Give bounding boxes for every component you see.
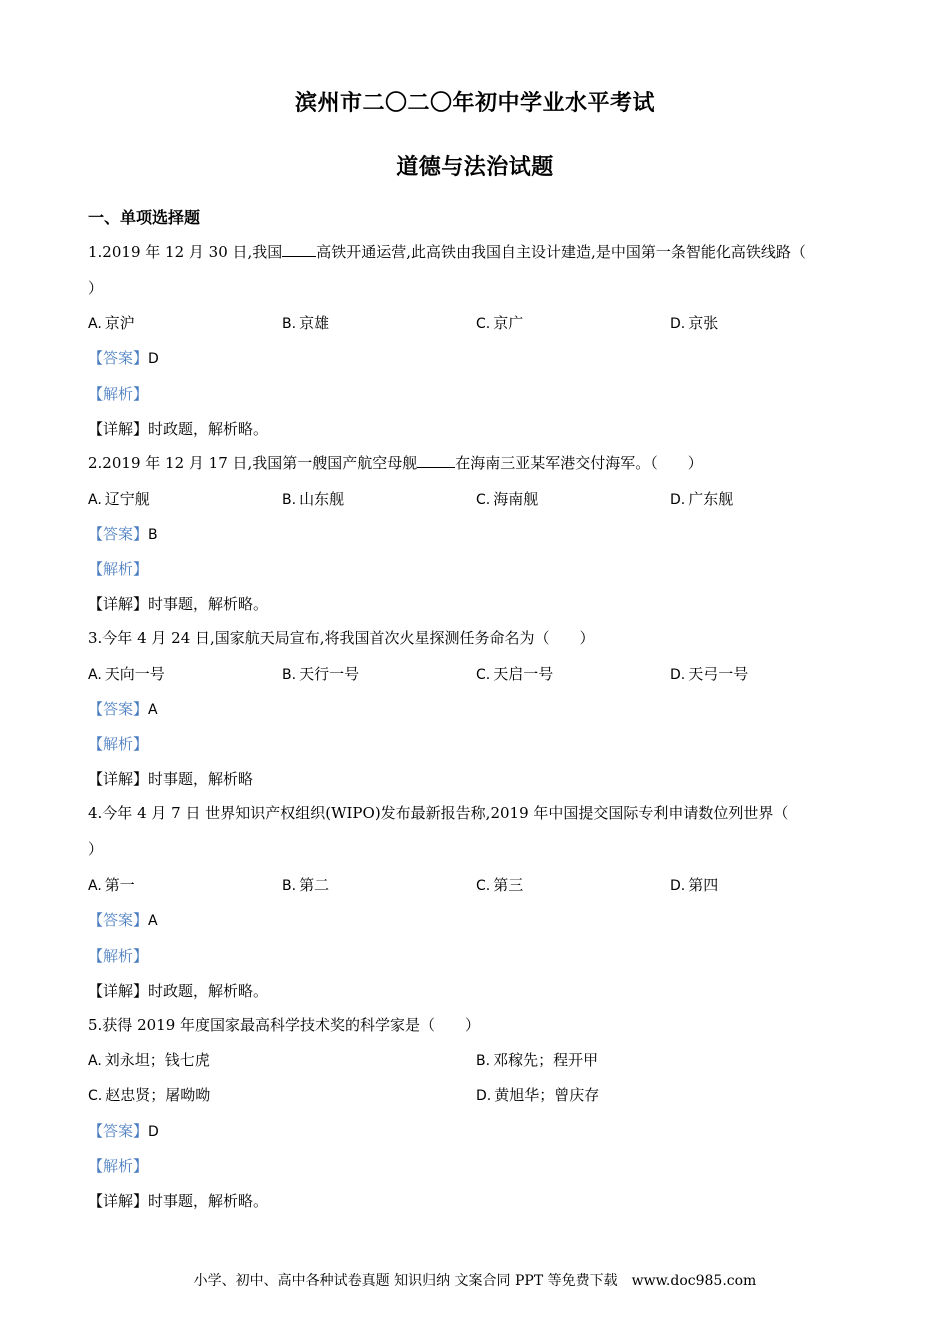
option-d bbox=[670, 312, 718, 333]
option-letter: D. bbox=[670, 878, 686, 894]
option-c bbox=[476, 488, 538, 509]
option-letter: B. bbox=[282, 878, 297, 894]
option-text: 天弓一号 bbox=[688, 665, 749, 683]
option-letter: D. bbox=[670, 492, 686, 508]
option-c bbox=[88, 1084, 210, 1105]
option-letter: B. bbox=[282, 316, 297, 332]
option-letter: D. bbox=[670, 667, 686, 683]
option-letter: A. bbox=[88, 492, 102, 508]
detail-line bbox=[88, 1190, 268, 1211]
question-1 bbox=[88, 241, 806, 262]
answer-blank bbox=[282, 242, 316, 257]
section-heading: 一、单项选择题 bbox=[88, 208, 201, 227]
option-text: 辽宁舰 bbox=[104, 490, 150, 508]
option-text: 广东舰 bbox=[688, 490, 734, 508]
answer-label: 【答案】 bbox=[88, 700, 149, 718]
detail-line bbox=[88, 418, 268, 439]
option-d bbox=[670, 488, 733, 509]
option-text: 天行一号 bbox=[299, 665, 360, 683]
answer-value: D bbox=[148, 1124, 159, 1140]
analysis-line bbox=[88, 383, 148, 404]
exam-title: 滨州市二〇二〇年初中学业水平考试 bbox=[294, 91, 655, 116]
option-letter: A. bbox=[88, 316, 102, 332]
answer-line bbox=[88, 698, 158, 719]
answer-line bbox=[88, 909, 158, 930]
option-text: 赵忠贤；屠呦呦 bbox=[105, 1086, 211, 1104]
answer-line bbox=[88, 523, 158, 544]
detail-text: 时事题，解析略。 bbox=[148, 595, 269, 613]
answer-label: 【答案】 bbox=[88, 911, 149, 929]
detail-line bbox=[88, 768, 253, 789]
option-letter: A. bbox=[88, 1053, 102, 1069]
detail-text: 时事题，解析略。 bbox=[148, 1192, 269, 1210]
analysis-label: 【解析】 bbox=[88, 1157, 149, 1175]
analysis-line bbox=[88, 558, 148, 579]
answer-value: B bbox=[148, 527, 158, 543]
option-text: 京广 bbox=[493, 314, 524, 332]
detail-label: 【详解】 bbox=[88, 595, 149, 613]
option-text: 京沪 bbox=[104, 314, 135, 332]
option-b bbox=[282, 312, 329, 333]
analysis-line bbox=[88, 1155, 148, 1176]
question-2-text-a: 2.2019 年 12 月 17 日,我国第一艘国产航空母舰 bbox=[88, 454, 418, 472]
answer-label: 【答案】 bbox=[88, 1122, 149, 1140]
option-d bbox=[670, 874, 718, 895]
option-d bbox=[476, 1084, 599, 1105]
option-letter: A. bbox=[88, 878, 102, 894]
option-a bbox=[88, 312, 135, 333]
analysis-label: 【解析】 bbox=[88, 560, 149, 578]
analysis-line bbox=[88, 733, 148, 754]
question-1-line2: ） bbox=[88, 279, 104, 297]
option-text: 第三 bbox=[493, 876, 524, 894]
option-letter: B. bbox=[282, 667, 297, 683]
detail-label: 【详解】 bbox=[88, 982, 149, 1000]
option-letter: D. bbox=[670, 316, 686, 332]
option-text: 海南舰 bbox=[493, 490, 539, 508]
option-letter: B. bbox=[282, 492, 297, 508]
answer-label: 【答案】 bbox=[88, 525, 149, 543]
option-a bbox=[88, 1049, 210, 1070]
question-3: 3.今年 4 月 24 日,国家航天局宣布,将我国首次火星探测任务命名为（ ） bbox=[88, 629, 595, 647]
option-text: 天启一号 bbox=[493, 665, 554, 683]
detail-line bbox=[88, 593, 268, 614]
question-4: 4.今年 4 月 7 日 世界知识产权组织(WIPO)发布最新报告称,2019 年中国提交国际专利申请数位列世界（ bbox=[88, 804, 789, 822]
option-a bbox=[88, 488, 150, 509]
detail-label: 【详解】 bbox=[88, 1192, 149, 1210]
question-5: 5.获得 2019 年度国家最高科学技术奖的科学家是（ ） bbox=[88, 1016, 481, 1034]
option-b bbox=[282, 488, 344, 509]
detail-text: 时事题，解析略 bbox=[148, 770, 254, 788]
option-b bbox=[282, 874, 329, 895]
option-d bbox=[670, 663, 748, 684]
option-a bbox=[88, 874, 135, 895]
answer-value: D bbox=[148, 351, 159, 367]
detail-label: 【详解】 bbox=[88, 420, 149, 438]
option-letter: C. bbox=[88, 1088, 103, 1104]
option-text: 刘永坦；钱七虎 bbox=[104, 1051, 210, 1069]
option-letter: C. bbox=[476, 316, 491, 332]
question-4-line2: ） bbox=[88, 840, 104, 858]
option-a bbox=[88, 663, 165, 684]
option-text: 黄旭华；曾庆存 bbox=[494, 1086, 600, 1104]
analysis-label: 【解析】 bbox=[88, 735, 149, 753]
option-b bbox=[476, 1049, 598, 1070]
answer-label: 【答案】 bbox=[88, 349, 149, 367]
option-c bbox=[476, 874, 523, 895]
answer-line bbox=[88, 1120, 159, 1141]
option-text: 第一 bbox=[104, 876, 135, 894]
analysis-label: 【解析】 bbox=[88, 947, 149, 965]
option-text: 第四 bbox=[688, 876, 719, 894]
answer-value: A bbox=[148, 702, 158, 718]
question-2 bbox=[88, 452, 703, 473]
option-text: 京雄 bbox=[299, 314, 330, 332]
answer-blank bbox=[417, 453, 455, 468]
answer-value: A bbox=[148, 913, 158, 929]
option-letter: A. bbox=[88, 667, 102, 683]
option-c bbox=[476, 312, 523, 333]
option-text: 山东舰 bbox=[299, 490, 345, 508]
question-1-text-a: 1.2019 年 12 月 30 日,我国 bbox=[88, 243, 283, 261]
option-b bbox=[282, 663, 359, 684]
option-letter: C. bbox=[476, 878, 491, 894]
option-letter: C. bbox=[476, 492, 491, 508]
option-text: 第二 bbox=[299, 876, 330, 894]
detail-text: 时政题，解析略。 bbox=[148, 982, 269, 1000]
answer-line bbox=[88, 347, 159, 368]
option-text: 天向一号 bbox=[104, 665, 165, 683]
option-c bbox=[476, 663, 553, 684]
detail-line bbox=[88, 980, 268, 1001]
page-footer: 小学、初中、高中各种试卷真题 知识归纳 文案合同 PPT 等免费下载 www.doc985.com bbox=[193, 1273, 757, 1289]
analysis-line bbox=[88, 945, 148, 966]
detail-label: 【详解】 bbox=[88, 770, 149, 788]
detail-text: 时政题，解析略。 bbox=[148, 420, 269, 438]
analysis-label: 【解析】 bbox=[88, 385, 149, 403]
option-text: 邓稼先；程开甲 bbox=[493, 1051, 599, 1069]
question-1-text-b: 高铁开通运营,此高铁由我国自主设计建造,是中国第一条智能化高铁线路（ bbox=[316, 243, 806, 261]
option-letter: B. bbox=[476, 1053, 491, 1069]
exam-subtitle: 道德与法治试题 bbox=[396, 155, 554, 180]
option-text: 京张 bbox=[688, 314, 719, 332]
question-2-text-b: 在海南三亚某军港交付海军。（ ） bbox=[455, 454, 703, 472]
option-letter: D. bbox=[476, 1088, 492, 1104]
option-letter: C. bbox=[476, 667, 491, 683]
